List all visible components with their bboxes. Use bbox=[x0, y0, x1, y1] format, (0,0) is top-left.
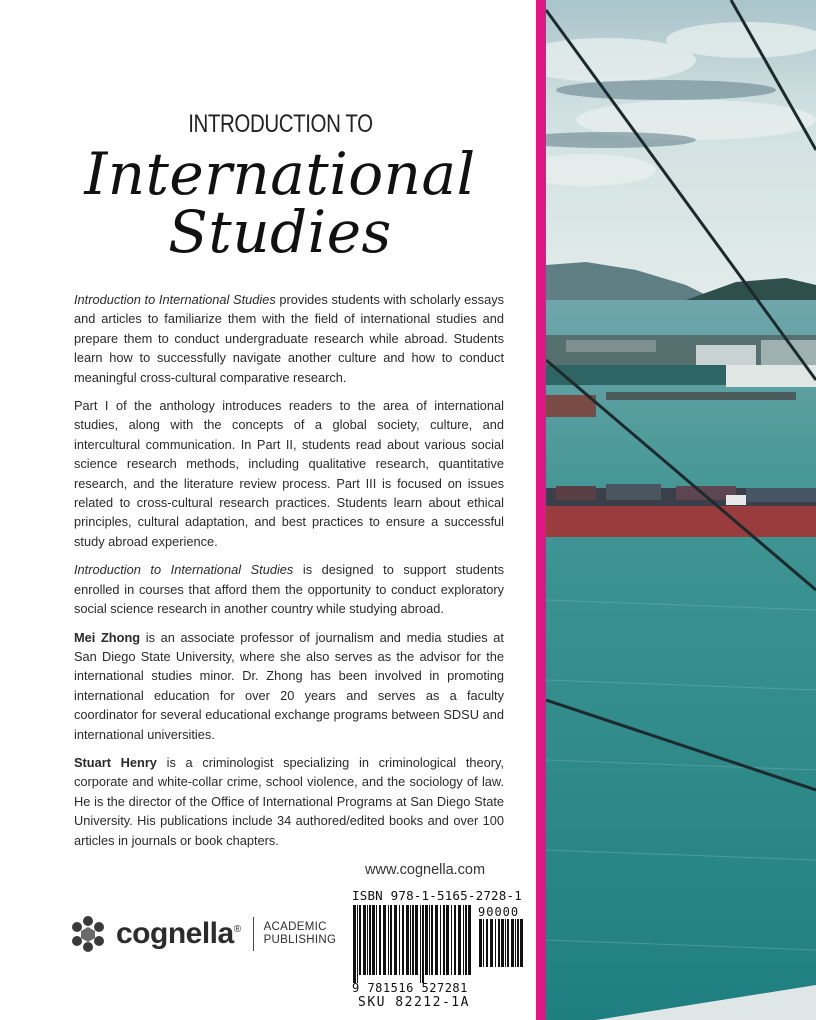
paragraph-text: provides students with scholarly essays and articles to familiarize them with the field of international studies and prepare them to conduct undergraduate research while abroad. Students learn how to successfully navigate another culture and how to conduct meaningful cross-cultural comparative research. bbox=[74, 292, 504, 385]
barcode-bar bbox=[515, 919, 516, 967]
barcode-bar bbox=[468, 905, 471, 975]
barcode-bar bbox=[422, 905, 424, 983]
logo-divider bbox=[253, 917, 254, 951]
barcode-bar bbox=[388, 905, 389, 975]
supplement-number: 90000 bbox=[478, 905, 520, 919]
barcode-bars-row bbox=[352, 905, 534, 983]
barcode-area bbox=[352, 888, 534, 1010]
barcode-bar bbox=[379, 905, 381, 975]
title-line-1: International bbox=[84, 140, 476, 208]
barcode-bar bbox=[410, 905, 411, 975]
barcode-bar bbox=[440, 905, 441, 975]
author-name: Mei Zhong bbox=[74, 629, 141, 645]
description bbox=[74, 290, 504, 859]
barcode-bar bbox=[458, 905, 461, 975]
barcode-bar bbox=[517, 919, 519, 967]
barcode-bar bbox=[353, 905, 356, 983]
barcode-bar bbox=[498, 919, 500, 967]
book-name-italic: Introduction to International Studies bbox=[74, 292, 276, 307]
barcode-bar bbox=[429, 905, 430, 975]
barcode-bar bbox=[486, 919, 488, 967]
barcode-bar bbox=[372, 905, 375, 975]
barcode-bar bbox=[511, 919, 514, 967]
barcode-bar bbox=[363, 905, 366, 975]
barcode-bar bbox=[394, 905, 397, 975]
author-name: Stuart Henry bbox=[74, 754, 157, 770]
barcode-digits: 9 781516 527281 bbox=[352, 981, 468, 995]
barcode-bar bbox=[435, 905, 438, 975]
paragraph-purpose bbox=[74, 560, 504, 618]
barcode-bar bbox=[463, 905, 464, 975]
barcode-bar bbox=[412, 905, 414, 975]
barcode-bar bbox=[420, 905, 421, 983]
barcode-bar bbox=[376, 905, 377, 975]
book-title bbox=[40, 110, 520, 266]
paragraph-overview bbox=[74, 290, 504, 387]
title-line-2: Studies bbox=[168, 198, 392, 266]
barcode-bar bbox=[454, 905, 456, 975]
publisher-name bbox=[116, 917, 241, 951]
barcode-bar bbox=[390, 905, 392, 975]
paragraph-parts: Part I of the anthology introduces readers to the area of international studies, along with the concepts of a global society, culture, and intercultural communication. In Part II, students read about various social science research methods, including qualitative research, quantitative research, and the literature review process. Part III is focused on issues related to cross-cultural research practices. Students learn about ethical principles, cultural adaptation, and best practices to ensure a successful study abroad experience. bbox=[74, 398, 504, 549]
barcode-bar bbox=[483, 919, 484, 967]
barcode-bar bbox=[357, 905, 358, 983]
supplement-barcode bbox=[478, 905, 528, 980]
author-bio-henry bbox=[74, 753, 504, 850]
title-kicker: INTRODUCTION TO bbox=[187, 110, 373, 138]
publisher-website: www.cognella.com bbox=[365, 862, 486, 878]
barcode-bar bbox=[369, 905, 371, 975]
barcode-bar bbox=[367, 905, 368, 975]
barcode-bar bbox=[446, 905, 449, 975]
barcode-bar bbox=[359, 905, 361, 975]
cognella-logo-icon bbox=[66, 912, 110, 956]
book-name-italic: Introduction to International Studies bbox=[74, 562, 294, 578]
author-bio-zhong bbox=[74, 628, 504, 744]
paragraph-text: is designed to support students enrolled in courses that afford them the opportunity to conduct exploratory social science research in another country while studying abroad. bbox=[74, 562, 505, 617]
barcode-bar bbox=[431, 905, 433, 975]
publisher-logo bbox=[66, 910, 336, 958]
magenta-spine-stripe bbox=[536, 0, 546, 1020]
barcode-bar bbox=[399, 905, 400, 975]
registered-mark: ® bbox=[233, 924, 241, 935]
barcode-bar bbox=[520, 919, 523, 967]
harbor-photo bbox=[546, 0, 816, 1020]
barcode-bar bbox=[402, 905, 404, 975]
barcode-bar bbox=[501, 919, 504, 967]
sku-label: SKU 82212-1A bbox=[358, 995, 470, 1010]
barcode-bar bbox=[415, 905, 418, 975]
barcode-bar bbox=[507, 919, 509, 967]
barcode-bar bbox=[406, 905, 409, 975]
barcode-bar bbox=[425, 905, 428, 975]
tagline-line-1: ACADEMIC bbox=[263, 921, 327, 933]
barcode-bar bbox=[479, 919, 482, 967]
publisher-tagline bbox=[264, 921, 337, 947]
barcode-bar bbox=[505, 919, 506, 967]
barcode-bar bbox=[495, 919, 496, 967]
barcode-bar bbox=[490, 919, 493, 967]
tagline-line-2: PUBLISHING bbox=[263, 934, 337, 946]
paragraph-text: is a criminologist specializing in criminological theory, corporate and white-collar crime, school violence, and the sociology of law. He is the director of the Office of International Programs at San Diego State University. His publications include 34 authored/edited books and over 100 articles in journals or book chapters. bbox=[74, 754, 504, 848]
barcode-bar bbox=[465, 905, 467, 975]
container-ship bbox=[546, 484, 816, 537]
paragraph-text: is an associate professor of journalism and media studies at San Diego State University, where she also serves as the advisor for the international studies minor. Dr. Zhong has been involved in promoting international education for over 20 years and serves as a faculty coordinator for several educational exchange programs between SDSU and international universities. bbox=[74, 629, 504, 742]
barcode-bar bbox=[383, 905, 386, 975]
supplement-bars bbox=[478, 919, 524, 975]
barcode-bar bbox=[443, 905, 445, 975]
isbn-label: ISBN 978-1-5165-2728-1 bbox=[352, 888, 522, 903]
barcode-bar bbox=[451, 905, 452, 975]
publisher-name-text: cognella bbox=[116, 917, 234, 950]
ean-barcode bbox=[352, 905, 472, 983]
